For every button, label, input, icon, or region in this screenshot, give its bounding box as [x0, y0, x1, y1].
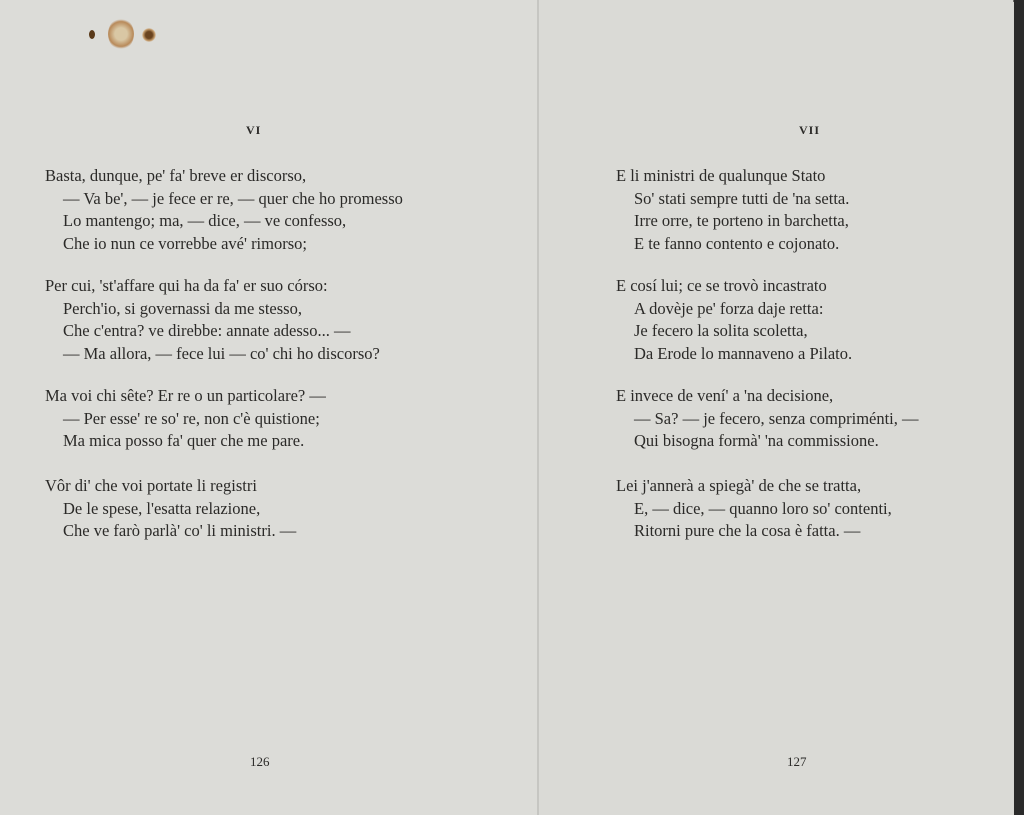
verse-line: Irre orre, te porteno in barchetta,: [634, 211, 849, 230]
verse-line: Vôr di' che voi portate li registri: [45, 476, 257, 495]
stain-mark: [89, 30, 95, 39]
verse-line: Che ve farò parlà' co' li ministri. —: [63, 521, 297, 540]
verse-line: E li ministri de qualunque Stato: [616, 166, 826, 185]
verse-line: Da Erode lo mannaveno a Pilato.: [634, 343, 853, 363]
verse-line: Ma voi chi sête? Er re o un particolare? —: [45, 386, 326, 405]
stanza: [616, 475, 892, 543]
verse-line: Lei j'annerà a spiegà' de che se tratta,: [616, 476, 862, 495]
stanza: [45, 475, 296, 543]
stanza: [616, 385, 919, 453]
verse-line: — Per esse' re so' re, non c'è quistione;: [63, 408, 320, 428]
page-number: 127: [787, 754, 807, 769]
verse-line: E te fanno contento e cojonato.: [634, 233, 840, 253]
poem-title: VI: [246, 123, 262, 137]
verse-line: — Va be', — je fece er re, — quer che ho promesso: [63, 188, 403, 208]
right-page: [539, 0, 1013, 815]
verse-line: E cosí lui; ce se trovò incastrato: [616, 276, 827, 295]
stanza: [616, 275, 852, 365]
stanza: [45, 385, 326, 453]
verse-line: A dovèje pe' forza daje retta:: [634, 298, 824, 318]
verse-line: So' stati sempre tutti de 'na setta.: [634, 188, 850, 208]
verse-line: Che io nun ce vorrebbe avé' rimorso;: [63, 233, 307, 253]
verse-line: Basta, dunque, pe' fa' breve er discorso,: [45, 166, 307, 185]
verse-line: Lo mantengo; ma, — dice, — ve confesso,: [63, 211, 347, 230]
verse-line: Per cui, 'st'affare qui ha da fa' er suo córso:: [45, 276, 328, 295]
verse-line: Che c'entra? ve direbbe: annate adesso... —: [63, 321, 351, 340]
page-number: 126: [250, 754, 270, 769]
stain-mark: [142, 28, 156, 42]
verse-line: Ma mica posso fa' quer che me pare.: [63, 431, 305, 450]
verse-line: Ritorni pure che la cosa è fatta. —: [634, 521, 861, 540]
poem-title: VII: [799, 123, 821, 137]
verse-line: — Sa? — je fecero, senza compriménti, —: [634, 408, 919, 428]
verse-line: E invece de vení' a 'na decisione,: [616, 386, 834, 405]
verse-line: Perch'io, si governassi da me stesso,: [63, 298, 302, 318]
verse-line: De le spese, l'esatta relazione,: [63, 498, 261, 518]
stanza: [45, 165, 403, 255]
verse-line: Qui bisogna formà' 'na commissione.: [634, 431, 879, 450]
verse-line: — Ma allora, — fece lui — co' chi ho discorso?: [63, 343, 380, 363]
stain-mark: [108, 18, 134, 50]
scan-right-edge: [1014, 0, 1024, 815]
stanza: [616, 165, 849, 255]
verse-line: Je fecero la solita scoletta,: [634, 321, 808, 340]
verse-line: E, — dice, — quanno loro so' contenti,: [634, 498, 892, 518]
stanza: [45, 275, 380, 365]
